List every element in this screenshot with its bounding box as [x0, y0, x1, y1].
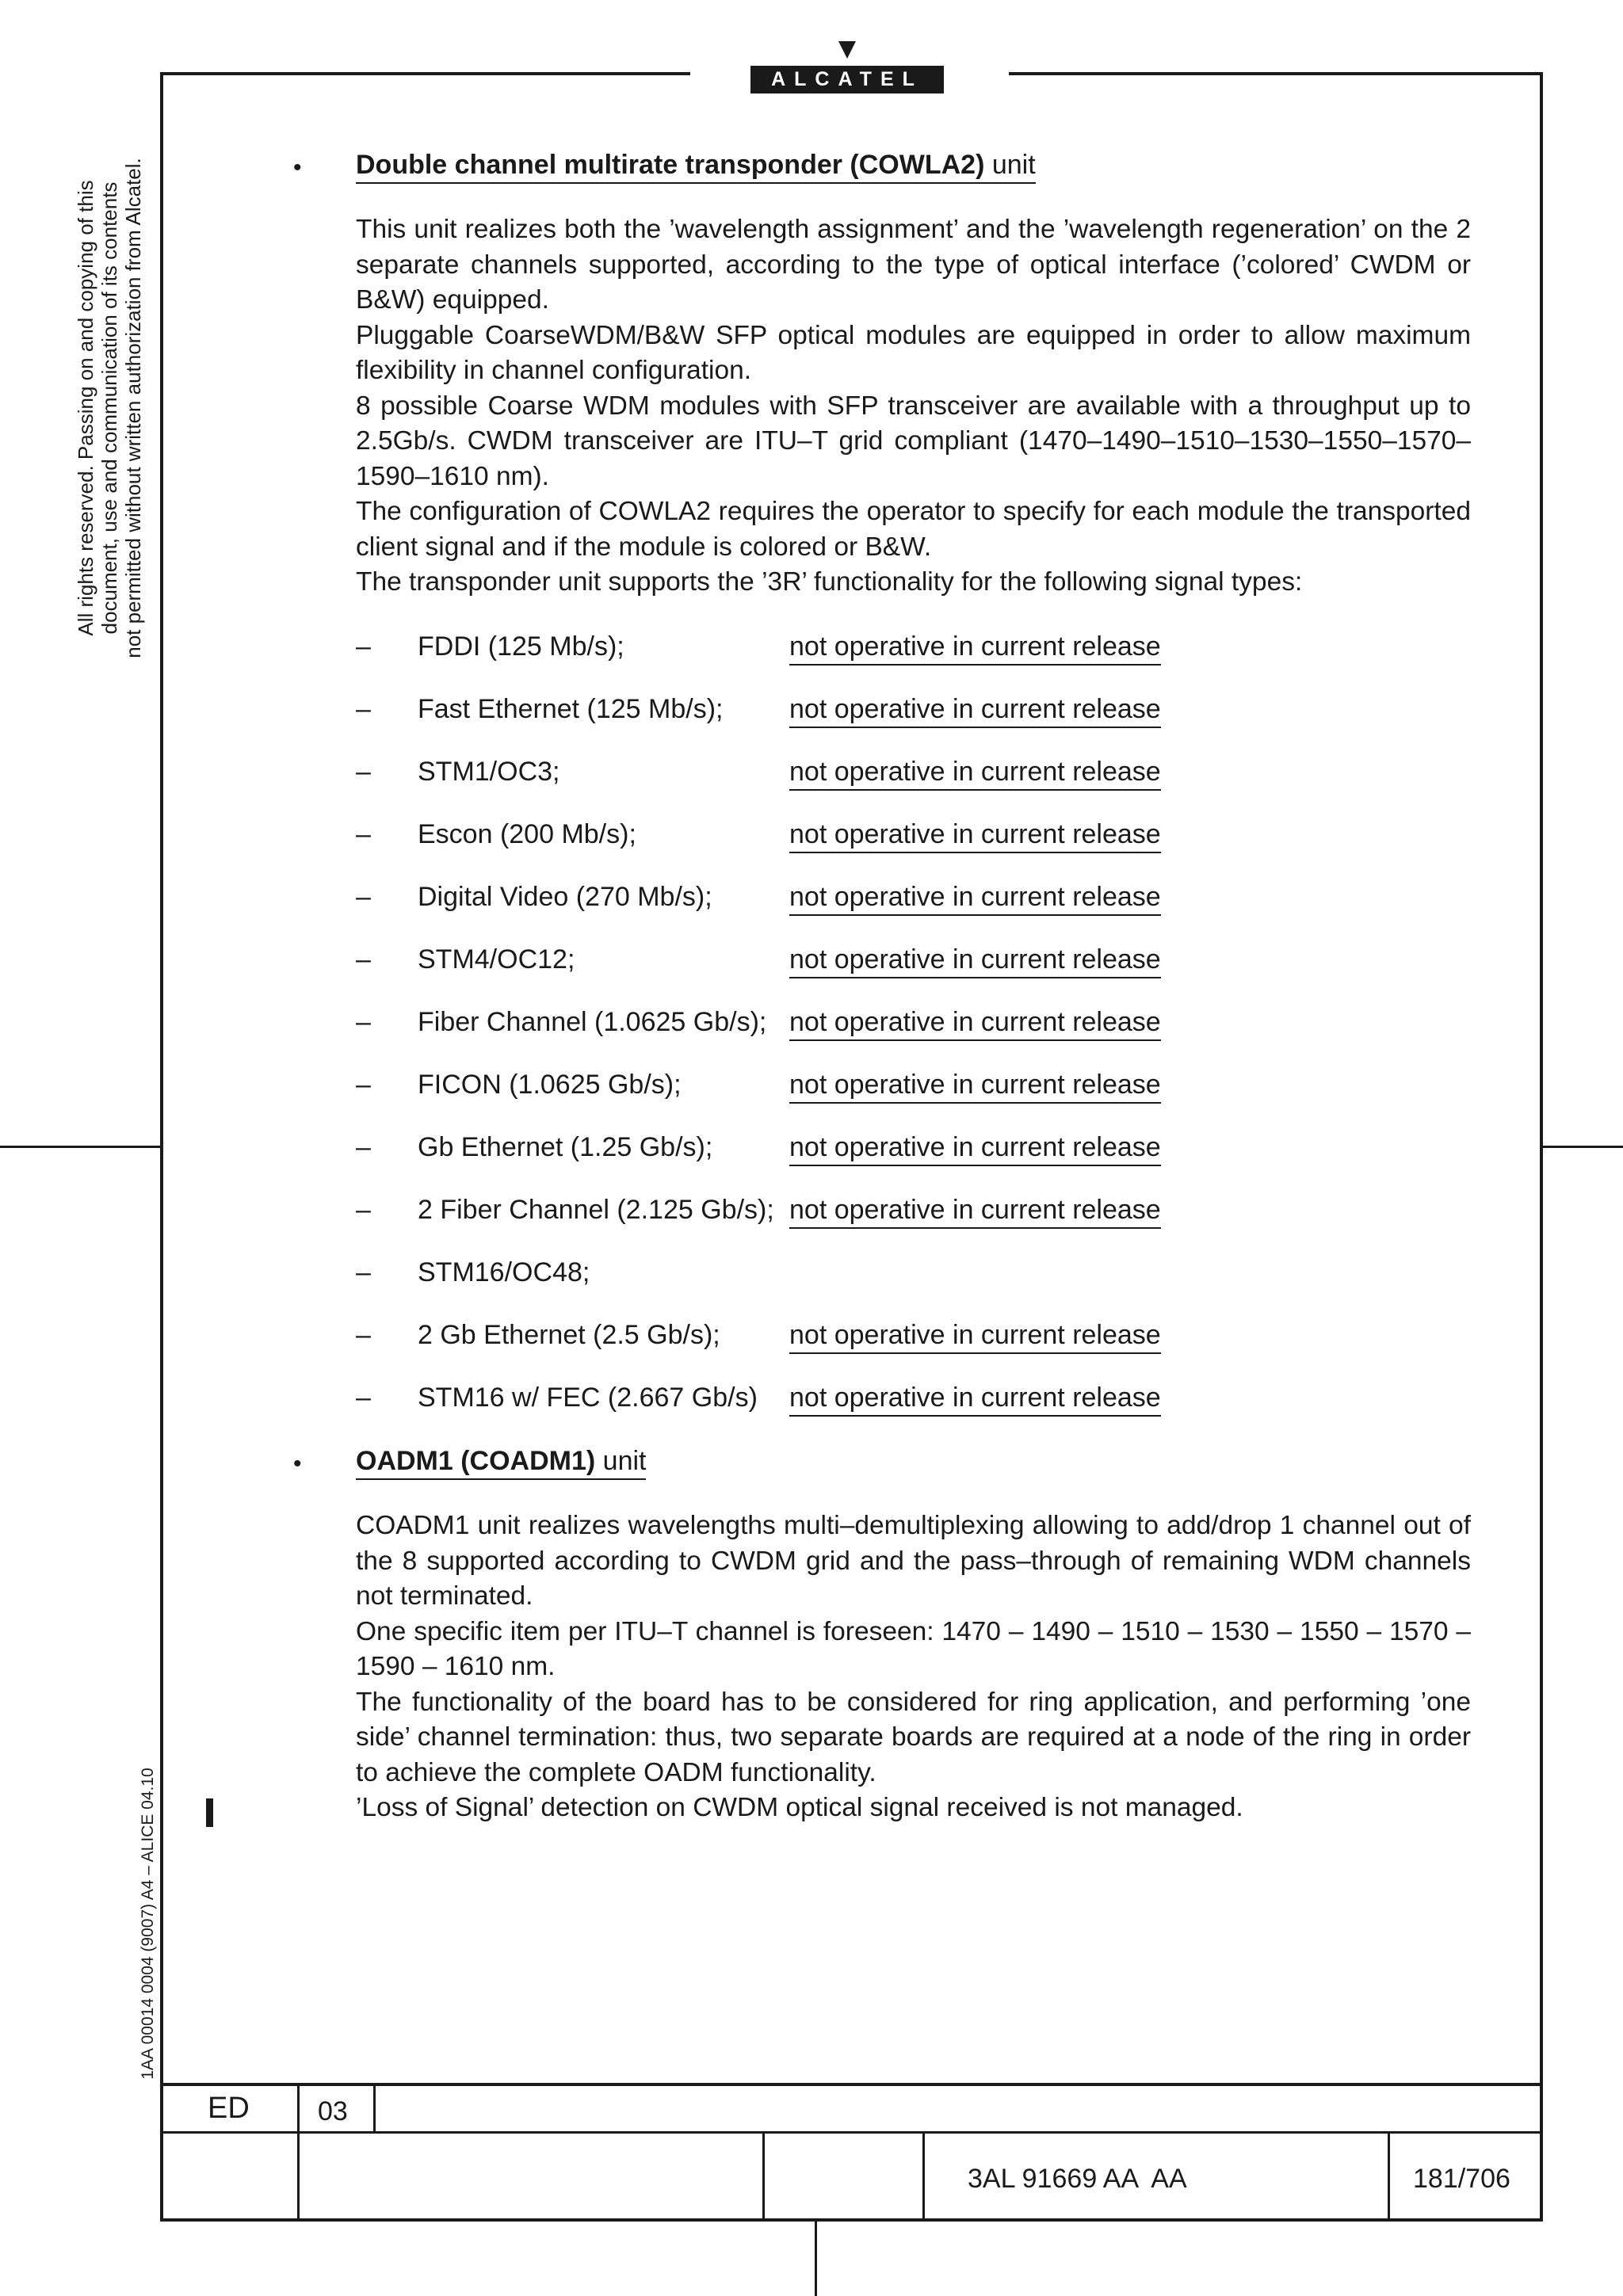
signal-note: not operative in current release	[789, 629, 1161, 666]
section1-title	[356, 147, 1036, 184]
dash: –	[356, 1070, 371, 1100]
signal-name: 2 Gb Ethernet (2.5 Gb/s);	[418, 1320, 720, 1350]
section1-para-1: This unit realizes both the ’wavelength assignment’ and the ’wavelength regeneration’ on the 2 separate channels supported, according to the type of optical interface (’colored’ CWDM or B&W) equipped.	[356, 215, 1471, 315]
dash: –	[356, 944, 371, 974]
footer-divider-5	[1388, 2131, 1390, 2222]
footer-divider-1	[297, 2083, 300, 2222]
section2-title-bold: OADM1 (COADM1)	[356, 1446, 596, 1476]
fold-mark-left	[0, 1146, 160, 1148]
signal-note: not operative in current release	[789, 1005, 1161, 1041]
copyright-line-3: not permitted without written authorization from Alcatel.	[121, 158, 145, 658]
footer-top-rule	[160, 2083, 1543, 2086]
section1-para-5: The transponder unit supports the ’3R’ functionality for the following signal types:	[356, 567, 1303, 597]
dash: –	[356, 1383, 371, 1413]
signal-name: STM1/OC3;	[418, 757, 560, 787]
section1-body	[356, 212, 1471, 601]
section2-para-4: ’Loss of Signal’ detection on CWDM optical signal received is not managed.	[356, 1793, 1243, 1822]
section2-title	[356, 1444, 646, 1480]
dash: –	[356, 882, 371, 912]
alcatel-logo: ALCATEL	[750, 66, 944, 93]
footer-divider-2	[373, 2083, 376, 2133]
frame-top-right	[1009, 72, 1543, 75]
signal-name: Gb Ethernet (1.25 Gb/s);	[418, 1132, 713, 1162]
section2-title-rest: unit	[595, 1446, 647, 1476]
change-bar	[206, 1798, 213, 1827]
cut-mark-bottom	[815, 2222, 817, 2296]
signal-note: not operative in current release	[789, 1067, 1161, 1104]
document-number: 3AL 91669 AA AA	[968, 2164, 1187, 2194]
footer-mid-rule	[160, 2131, 1543, 2134]
signal-name: Escon (200 Mb/s);	[418, 819, 636, 849]
dash: –	[356, 631, 371, 662]
section2-para-2: One specific item per ITU–T channel is foreseen: 1470 – 1490 – 1510 – 1530 – 1550 – 1570 – 1590 – 1610 nm.	[356, 1616, 1471, 1681]
signal-note: not operative in current release	[789, 879, 1161, 916]
signal-name: STM16/OC48;	[418, 1257, 590, 1287]
page-number: 181/706	[1413, 2164, 1510, 2194]
fold-mark-right	[1543, 1146, 1623, 1148]
dash: –	[356, 819, 371, 849]
dash: –	[356, 1132, 371, 1162]
footer-divider-4	[922, 2131, 925, 2222]
signal-name: STM16 w/ FEC (2.667 Gb/s)	[418, 1383, 758, 1413]
signal-note: not operative in current release	[789, 1192, 1161, 1229]
signal-name: Fiber Channel (1.0625 Gb/s);	[418, 1007, 767, 1037]
signal-note: not operative in current release	[789, 1318, 1161, 1354]
section1-para-4: The configuration of COWLA2 requires the operator to specify for each module the transported client signal and if the module is colored or B&W.	[356, 497, 1471, 562]
section2-body	[356, 1508, 1471, 1826]
dash: –	[356, 694, 371, 724]
section2-para-1: COADM1 unit realizes wavelengths multi–demultiplexing allowing to add/drop 1 channel out of the 8 supported according to CWDM grid and the pass–through of remaining WDM channels not terminated.	[356, 1511, 1471, 1611]
dash: –	[356, 1007, 371, 1037]
edition-value: 03	[318, 2096, 348, 2126]
copyright-line-1: All rights reserved. Passing on and copying of this	[74, 180, 97, 636]
dash: –	[356, 1195, 371, 1225]
signal-name: Fast Ethernet (125 Mb/s);	[418, 694, 724, 724]
dash: –	[356, 1320, 371, 1350]
signal-note: not operative in current release	[789, 817, 1161, 853]
footer-divider-3	[762, 2131, 765, 2222]
dash: –	[356, 1257, 371, 1287]
signal-name: Digital Video (270 Mb/s);	[418, 882, 712, 912]
signal-name: STM4/OC12;	[418, 944, 575, 974]
signal-note: not operative in current release	[789, 692, 1161, 728]
edition-label: ED	[208, 2092, 250, 2125]
logo-arrow-icon	[838, 41, 856, 59]
bullet-2: •	[293, 1451, 302, 1477]
bullet-1: •	[293, 154, 302, 181]
section2-para-3: The functionality of the board has to be considered for ring application, and performing ’one side’ channel termination: thus, two separate boards are required at a node of the ring in order to achieve the complete OADM functionality.	[356, 1687, 1471, 1787]
copyright-line-2: document, use and communication of its contents	[97, 181, 121, 635]
section1-title-rest: unit	[984, 150, 1036, 180]
signal-name: FICON (1.0625 Gb/s);	[418, 1070, 682, 1100]
signal-note: not operative in current release	[789, 754, 1161, 791]
section1-title-bold: Double channel multirate transponder (COWLA2)	[356, 150, 985, 180]
signal-name: FDDI (125 Mb/s);	[418, 631, 624, 662]
frame-bottom	[160, 2218, 1543, 2222]
copyright-notice	[74, 12, 177, 804]
signal-note: not operative in current release	[789, 1130, 1161, 1166]
frame-top-left	[160, 72, 690, 75]
form-code: 1AA 00014 0004 (9007) A4 – ALICE 04.10	[139, 1768, 157, 2080]
dash: –	[356, 757, 371, 787]
section1-para-3: 8 possible Coarse WDM modules with SFP transceiver are available with a throughput up to 2.5Gb/s. CWDM transceiver are ITU–T grid compliant (1470–1490–1510–1530–1550–1570–1590–1610 nm).	[356, 391, 1471, 491]
signal-note: not operative in current release	[789, 1380, 1161, 1417]
signal-note: not operative in current release	[789, 942, 1161, 978]
section1-para-2: Pluggable CoarseWDM/B&W SFP optical modules are equipped in order to allow maximum flexibility in channel configuration.	[356, 320, 1471, 385]
signal-name: 2 Fiber Channel (2.125 Gb/s);	[418, 1195, 774, 1225]
